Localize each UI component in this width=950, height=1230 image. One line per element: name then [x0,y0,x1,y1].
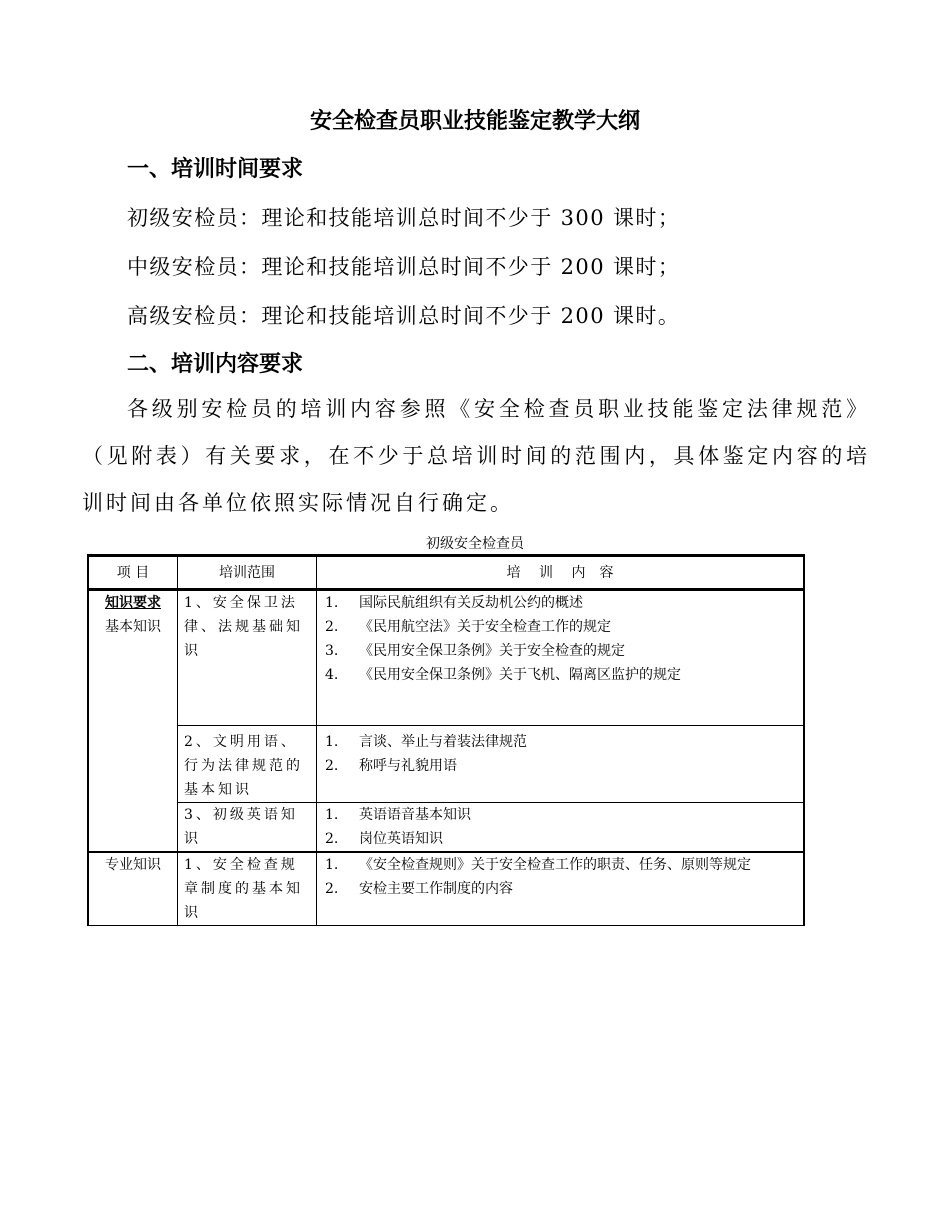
section-heading-training-content: 二、培训内容要求 [127,352,304,377]
document-title: 安全检查员职业技能鉴定教学大纲 [309,109,640,134]
list-item: 2. 《民用航空法》关于安全检查工作的规定 [325,619,611,635]
training-time-line-intermediate: 中级安检员：理论和技能培训总时间不少于 200 课时； [127,255,681,279]
table-header-row [88,556,804,590]
scope-cell: 1、安全保卫法律、法规基础知识 [178,590,317,726]
training-content-paragraph: 各级别安检员的培训内容参照《安全检查员职业技能鉴定法律规范》（见附表）有关要求，在不少于总培训时间的范围内，具体鉴定内容的培训时间由各单位依照实际情况自行确定。 [82,397,870,515]
list-item: 4. 《民用安全保卫条例》关于飞机、隔离区监护的规定 [325,667,681,683]
table-row [88,590,804,726]
content-cell [317,590,805,726]
list-item: 1. 《安全检查规则》关于安全检查工作的职责、任务、原则等规定 [325,857,751,873]
syllabus-table [87,554,805,926]
table-row [88,726,804,803]
list-item: 1. 国际民航组织有关反劫机公约的概述 [325,595,583,611]
table-caption: 初级安全检查员 [426,536,524,552]
list-item: 2. 安检主要工作制度的内容 [325,881,513,897]
table-row [88,803,804,853]
category-cell [88,852,178,926]
scope-cell: 1、安全检查规章制度的基本知识 [178,852,317,926]
list-item: 1. 英语语音基本知识 [325,807,471,823]
list-item: 1. 言谈、举止与着装法律规范 [325,734,527,750]
training-time-line-junior: 初级安检员：理论和技能培训总时间不少于 300 课时； [127,206,681,230]
table-row [88,852,804,926]
scope-cell: 2、文明用语、行为法律规范的基本知识 [178,726,317,803]
scope-cell: 3、初级英语知识 [178,803,317,853]
content-cell [317,803,805,853]
category-cell [88,590,178,853]
header-scope: 培训范围 [178,556,317,590]
list-item: 2. 称呼与礼貌用语 [325,758,457,774]
content-cell [317,852,805,926]
header-item: 项 目 [88,556,178,590]
category-label: 专业知识 [105,857,161,873]
list-item: 3. 《民用安全保卫条例》关于安全检查的规定 [325,643,625,659]
category-label: 基本知识 [105,619,161,635]
category-label-bold: 知识要求 [105,595,161,611]
header-content: 培 训 内 容 [317,556,805,590]
list-item: 2. 岗位英语知识 [325,831,443,847]
training-time-line-senior: 高级安检员：理论和技能培训总时间不少于 200 课时。 [127,304,681,328]
content-cell [317,726,805,803]
section-heading-training-time: 一、培训时间要求 [127,157,304,182]
